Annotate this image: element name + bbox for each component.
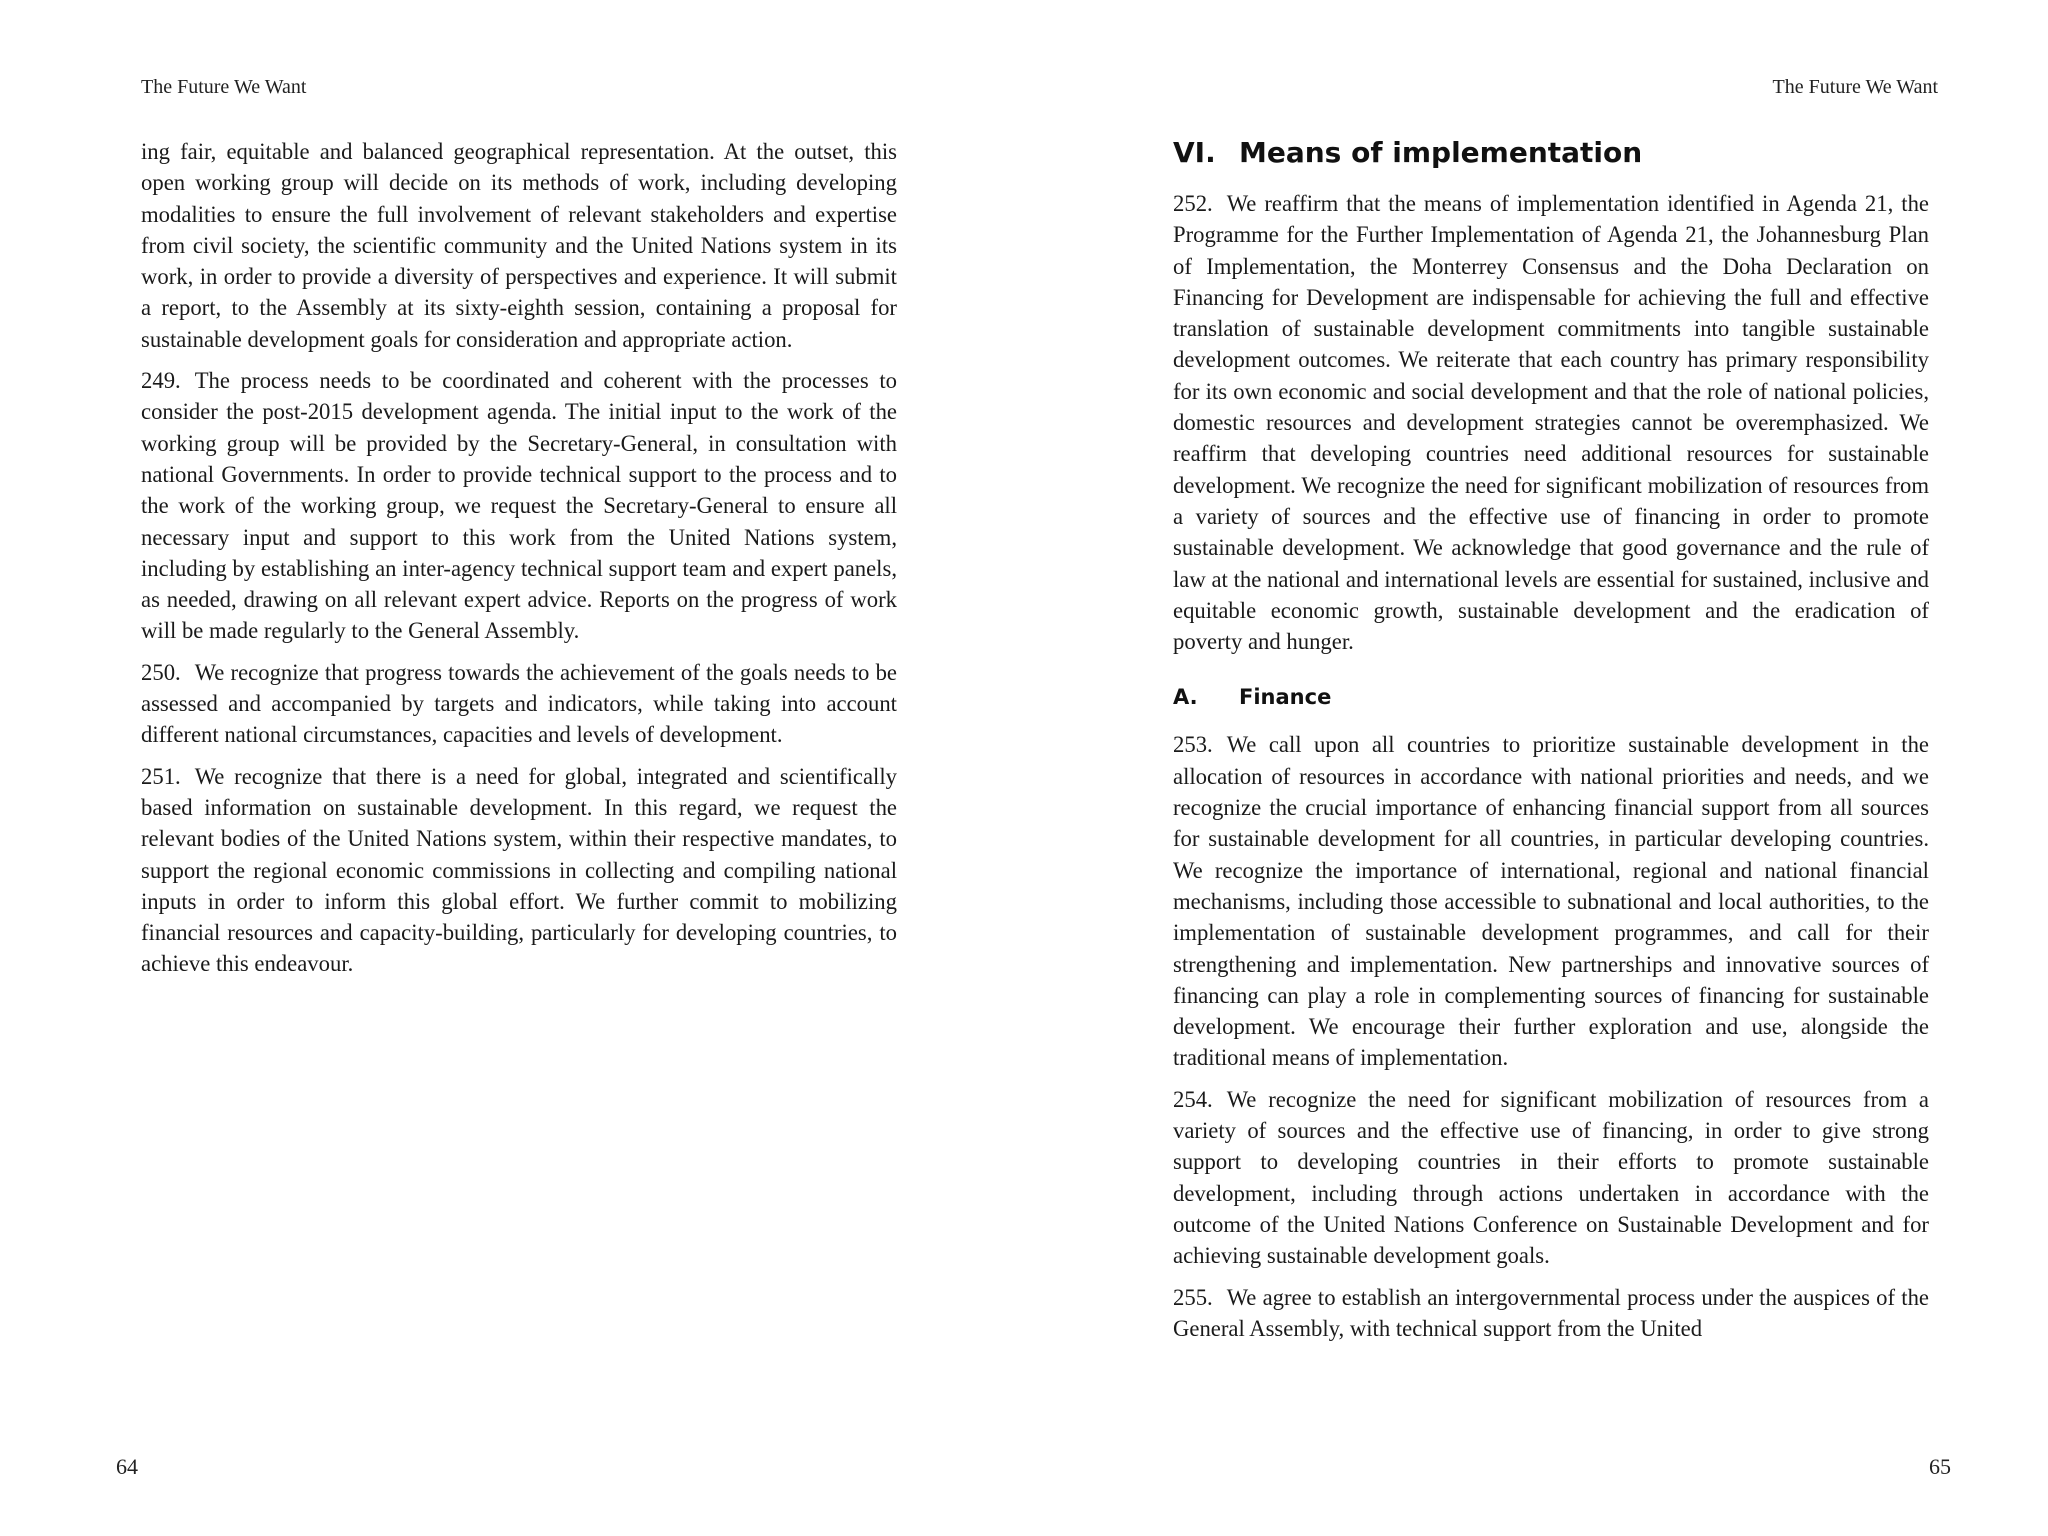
paragraph-254 <box>1173 1084 1929 1272</box>
paragraph-number: 253. <box>1173 732 1213 758</box>
paragraph-250 <box>141 657 897 751</box>
paragraph-text: We recognize that progress towards the achievement of the goals needs to be assessed and accompanied by targets and indicators, while taking into account different national circumstances, capacities and levels of development. <box>141 659 897 748</box>
paragraph-253 <box>1173 729 1929 1073</box>
paragraph-number: 252. <box>1173 191 1213 216</box>
paragraph-number: 251. <box>141 763 181 789</box>
paragraph-text: We recognize the need for significant mobilization of resources from a variety of sources and the effective use of financing, in order to give strong support to developing countries in their efforts to promote sustainable development, including through actions undertaken in accordance with the outcome of the United Nations Conference on Sustainable Development and for achieving sustainable development goals. <box>1173 1086 1929 1269</box>
section-number: VI. <box>1173 136 1216 169</box>
subsection-number: A. <box>1173 685 1198 710</box>
paragraph-text: The process needs to be coordinated and coherent with the processes to consider the post-2015 development agenda. The initial input to the work of the working group will be provided by the Secretary-General, in consultation with national Governments. In order to provide technical support to the process and to the work of the working group, we request the Secretary-General to ensure all necessary input and support to this work from the United Nations system, including by establishing an inter-agency technical support team and expert panels, as needed, drawing on all relevant expert advice. Reports on the progress of work will be made regularly to the General Assembly. <box>141 368 897 644</box>
paragraph-text: We call upon all countries to prioritize sustainable development in the allocation of resources in accordance with national priorities and needs, and we recognize the crucial importance of enhancing financial support from all sources for sustainable development for all countries, in particular developing countries. We recognize the importance of international, regional and national financial mechanisms, including those accessible to subnational and local authorities, to the implementation of sustainable development programmes, and call for their strengthening and implementation. New partnerships and innovative sources of financing can play a role in complementing sources of financing for sustainable development. We encourage their further exploration and use, alongside the traditional means of implementation. <box>1173 732 1929 1071</box>
paragraph-number: 250. <box>141 659 181 685</box>
section-title: Means of implementation <box>1239 136 1643 169</box>
paragraph-249 <box>141 365 897 647</box>
paragraph-text: We agree to establish an intergovernmental process under the auspices of the General Assembly, with technical support from the United <box>1173 1284 1929 1341</box>
paragraph-number: 254. <box>1173 1086 1213 1112</box>
subsection-heading <box>1173 683 1929 711</box>
paragraph-number: 249. <box>141 368 181 394</box>
paragraph-text: We recognize that there is a need for global, integrated and scientifically based information on sustainable development. In this regard, we request the relevant bodies of the United Nations system, within their respective mandates, to support the regional economic commissions in collecting and compiling national inputs in order to inform this global effort. We further commit to mobilizing financial resources and capacity-building, particularly for developing countries, to achieve this endeavour. <box>141 763 897 977</box>
paragraph-252 <box>1173 188 1929 657</box>
paragraph-number: 255. <box>1173 1284 1213 1310</box>
right-text-block <box>1173 136 1929 1354</box>
paragraph-continued <box>141 136 897 355</box>
paragraph-text: We reaffirm that the means of implementation identified in Agenda 21, the Programme for the Further Implementation of Agenda 21, the Johannesburg Plan of Implementation, the Monterrey Consensus and the Doha Declaration on Financing for Development are indispensable for achieving the full and effective translation of sustainable development commitments into tangible sustainable development outcomes. We reiterate that each country has primary responsibility for its own economic and social development and that the role of national policies, domestic resources and development strategies cannot be overemphasized. We reaffirm that developing countries need additional resources for sustainable development. We recognize the need for significant mobilization of resources from a variety of sources and the effective use of financing in order to promote sustainable development. We acknowledge that good governance and the rule of law at the national and international levels are essential for sustained, inclusive and equitable economic growth, sustainable development and the eradication of poverty and hunger. <box>1173 191 1929 655</box>
running-head-left: The Future We Want <box>141 76 307 98</box>
paragraph-255 <box>1173 1282 1929 1345</box>
paragraph-text: ing fair, equitable and balanced geographical representation. At the outset, this open working group will decide on its methods of work, including developing modalities to ensure the full involvement of relevant stakeholders and expertise from civil society, the scientific community and the United Nations system in its work, in order to provide a diversity of perspectives and experience. It will submit a report, to the Assembly at its sixty-eighth session, containing a proposal for sustainable development goals for consideration and appropriate action. <box>141 139 897 352</box>
subsection-title: Finance <box>1239 685 1332 710</box>
page-number-right: 65 <box>1929 1454 1951 1479</box>
paragraph-251 <box>141 761 897 980</box>
section-heading <box>1173 136 1929 170</box>
left-text-block <box>141 136 897 990</box>
running-head-right: The Future We Want <box>1772 76 1938 98</box>
right-page <box>1024 0 2048 1536</box>
page-number-left: 64 <box>116 1454 138 1479</box>
